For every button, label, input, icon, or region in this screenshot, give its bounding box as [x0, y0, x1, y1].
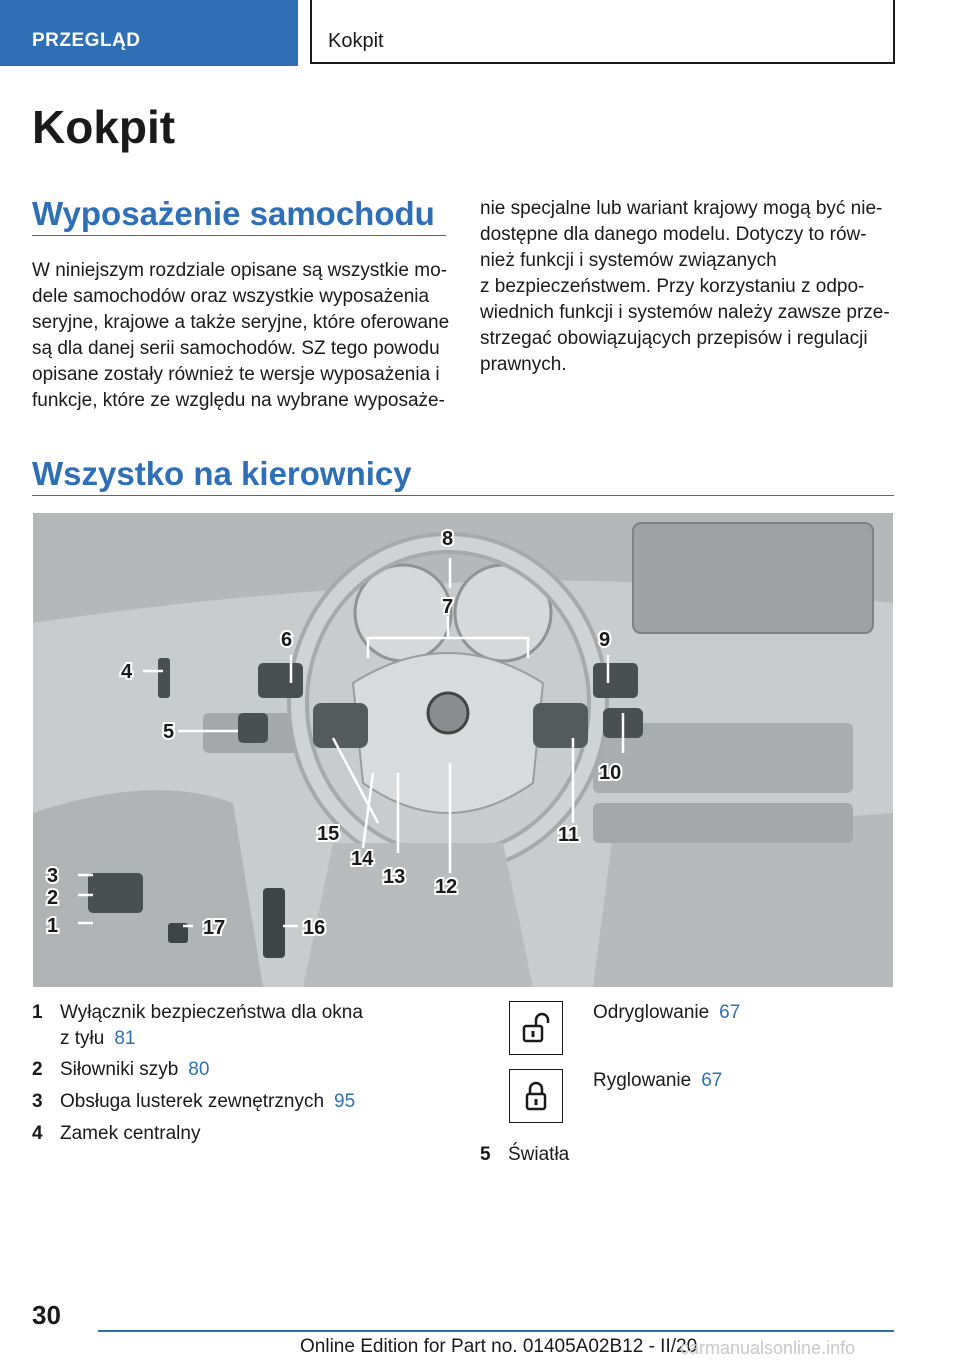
callout-12: 12 [435, 876, 458, 898]
lock-icon [510, 1070, 562, 1122]
page-ref-link[interactable]: 67 [701, 1070, 723, 1091]
legend-label: z tyłu [60, 1028, 105, 1049]
text-line: strzegać obowiązujących przepisów i regulacji [480, 328, 868, 349]
page-ref-link[interactable]: 67 [719, 1002, 741, 1023]
text-line: wiednich funkcji i systemów należy zawsze prze‐ [480, 302, 890, 323]
legend-label: Obsługa lusterek zewnętrznych [60, 1091, 325, 1112]
cockpit-illustration [33, 513, 893, 987]
text-line: nie specjalne lub wariant krajowy mogą być nie‐ [480, 198, 883, 219]
section-heading-equipment: Wyposażenie samochodu [32, 195, 435, 232]
callout-1: 1 [47, 915, 59, 937]
legend-item-5 [480, 1142, 900, 1168]
legend-number: 5 [480, 1144, 491, 1165]
legend-item-2 [32, 1057, 452, 1083]
legend-label: Siłowniki szyb [60, 1059, 179, 1080]
equipment-text-col1 [32, 258, 452, 414]
legend-label: Zamek centralny [60, 1123, 201, 1144]
legend-label: Ryglowanie [593, 1070, 692, 1091]
legend-number: 1 [32, 1002, 43, 1023]
unlock-icon-box [509, 1001, 563, 1055]
callout-13: 13 [383, 866, 406, 888]
text-line: opisane zostały również te wersje wyposażenia i [32, 364, 440, 385]
callout-11: 11 [558, 824, 580, 846]
text-line: dostępne dla danego modelu. Dotyczy to rów‐ [480, 224, 867, 245]
legend-text [60, 1000, 363, 1052]
legend-label: Odryglowanie [593, 1002, 710, 1023]
heading-rule [32, 235, 446, 236]
callout-3: 3 [47, 865, 59, 887]
footer-rule [98, 1330, 894, 1332]
callout-2: 2 [47, 887, 59, 909]
callout-7: 7 [442, 596, 454, 618]
heading-rule [32, 495, 894, 496]
callout-8: 8 [442, 528, 454, 550]
text-line: z bezpieczeństwem. Przy korzystaniu z odpo‐ [480, 276, 865, 297]
page-number: 30 [32, 1300, 61, 1330]
text-line: nież funkcji i systemów związanych [480, 250, 777, 271]
page-title: Kokpit [32, 101, 176, 153]
legend-item-4 [32, 1121, 452, 1147]
page-ref-link[interactable]: 80 [188, 1059, 210, 1080]
footer-text: Online Edition for Part no. 01405A02B12 - II/20 [300, 1336, 698, 1357]
legend-number: 4 [32, 1123, 43, 1144]
equipment-text-col2 [480, 196, 900, 378]
section-tab: PRZEGLĄD [0, 0, 298, 66]
callout-4: 4 [121, 661, 133, 683]
callout-14: 14 [351, 848, 374, 870]
watermark: carmanualsonline.info [680, 1338, 856, 1358]
legend-label: Wyłącznik bezpieczeństwa dla okna [60, 1002, 363, 1023]
legend-text [60, 1057, 209, 1083]
text-line: W niniejszym rozdziale opisane są wszystkie mo‐ [32, 260, 447, 281]
section-heading-steering: Wszystko na kierownicy [32, 455, 412, 492]
text-line: są dla danej serii samochodów. SZ tego powodu [32, 338, 440, 359]
legend-item-1 [32, 1000, 452, 1052]
callout-16: 16 [303, 917, 326, 939]
text-line: seryjne, krajowe a także seryjne, które oferowane [32, 312, 450, 333]
legend-item-3 [32, 1089, 452, 1115]
callout-6: 6 [281, 629, 293, 651]
legend-text [60, 1089, 355, 1115]
callout-5: 5 [163, 721, 175, 743]
callout-15: 15 [317, 823, 340, 845]
breadcrumb: Kokpit [310, 0, 895, 64]
page-ref-link[interactable]: 95 [334, 1091, 356, 1112]
legend-number: 3 [32, 1091, 43, 1112]
text-line: prawnych. [480, 354, 567, 375]
callout-17: 17 [203, 917, 226, 939]
legend-label: Światła [508, 1144, 570, 1165]
callout-10: 10 [599, 762, 622, 784]
text-line: dele samochodów oraz wszystkie wyposażenia [32, 286, 430, 307]
legend-item-lock [593, 1068, 893, 1094]
legend-number: 2 [32, 1059, 43, 1080]
text-line: funkcje, które ze względu na wybrane wyposaże‐ [32, 390, 445, 411]
lock-icon-box [509, 1069, 563, 1123]
callout-9: 9 [599, 629, 611, 651]
page-ref-link[interactable]: 81 [114, 1028, 136, 1049]
unlock-icon [510, 1002, 562, 1054]
legend-item-unlock [593, 1000, 893, 1026]
